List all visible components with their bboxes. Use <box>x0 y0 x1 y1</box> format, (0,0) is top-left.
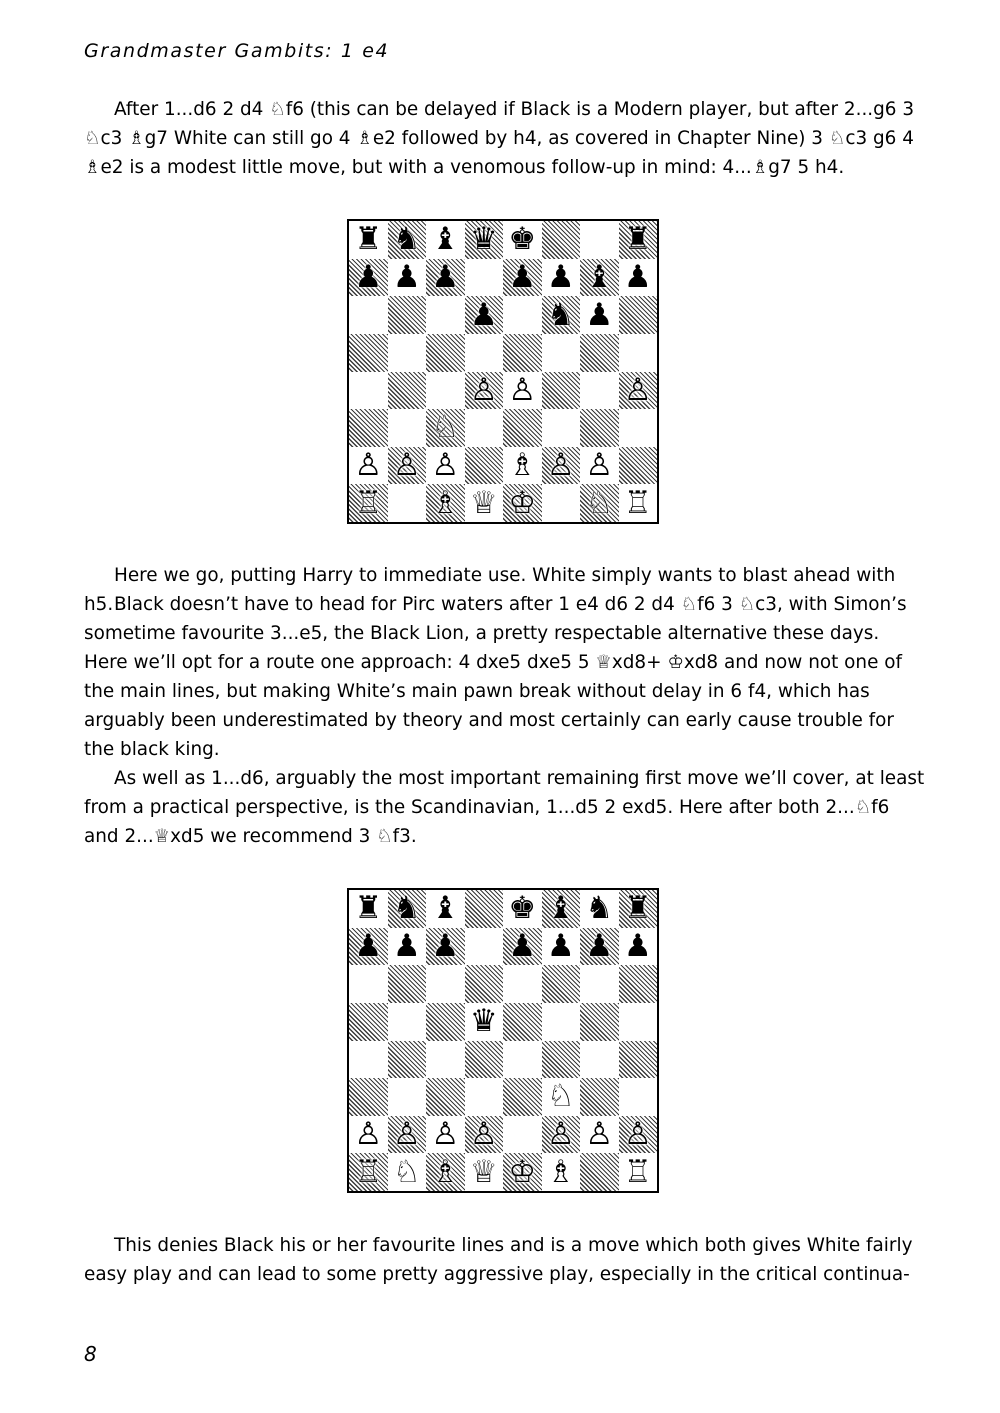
page-number: 8 <box>84 1342 97 1366</box>
square-g5 <box>580 1003 619 1041</box>
black-pawn-icon: ♟ <box>623 927 652 964</box>
square-f6 <box>542 965 581 1003</box>
square-c1 <box>426 484 465 522</box>
square-b6 <box>388 965 427 1003</box>
square-g2 <box>580 1116 619 1154</box>
square-g6 <box>580 965 619 1003</box>
square-g4 <box>580 1041 619 1079</box>
square-b8 <box>388 890 427 928</box>
square-a2 <box>349 447 388 485</box>
square-a6 <box>349 296 388 334</box>
square-f2 <box>542 1116 581 1154</box>
square-e5 <box>503 1003 542 1041</box>
white-rook-icon: ♖ <box>354 1153 383 1190</box>
black-bishop-icon: ♝ <box>431 890 460 927</box>
black-bishop-icon: ♝ <box>431 221 460 258</box>
square-a8 <box>349 890 388 928</box>
black-king-icon: ♚ <box>508 890 537 927</box>
white-king-icon: ♔ <box>508 484 537 521</box>
square-e6 <box>503 296 542 334</box>
black-king-icon: ♚ <box>508 221 537 258</box>
square-f1 <box>542 1153 581 1191</box>
black-queen-icon: ♛ <box>469 1003 498 1040</box>
black-knight-icon: ♞ <box>392 221 421 258</box>
square-a5 <box>349 334 388 372</box>
square-e1 <box>503 484 542 522</box>
square-d1 <box>465 484 504 522</box>
black-rook-icon: ♜ <box>623 221 652 258</box>
paragraph-2: Here we go, putting Harry to immediate use. White simply wants to blast ahead with h5. <box>84 565 896 615</box>
paragraph-5: This denies Black his or her favourite lines and is a move which both gives White fairly easy play and can lead to some pretty aggressive play, especially in the critical continua- <box>84 1235 913 1285</box>
white-pawn-icon: ♙ <box>508 371 537 408</box>
square-a7 <box>349 259 388 297</box>
square-d3 <box>465 1078 504 1116</box>
square-e3 <box>503 409 542 447</box>
black-pawn-icon: ♟ <box>392 927 421 964</box>
square-f3 <box>542 1078 581 1116</box>
square-g3 <box>580 409 619 447</box>
square-h3 <box>619 1078 658 1116</box>
white-pawn-icon: ♙ <box>546 447 575 484</box>
square-e4 <box>503 1041 542 1079</box>
square-b3 <box>388 409 427 447</box>
square-h1 <box>619 1153 658 1191</box>
white-bishop-icon: ♗ <box>431 1153 460 1190</box>
black-knight-icon: ♞ <box>585 890 614 927</box>
square-b1 <box>388 1153 427 1191</box>
square-h5 <box>619 334 658 372</box>
black-knight-icon: ♞ <box>546 296 575 333</box>
square-h4 <box>619 372 658 410</box>
square-f8 <box>542 890 581 928</box>
square-h6 <box>619 965 658 1003</box>
square-a3 <box>349 1078 388 1116</box>
square-a7 <box>349 928 388 966</box>
black-pawn-icon: ♟ <box>623 258 652 295</box>
square-h2 <box>619 1116 658 1154</box>
square-g1 <box>580 1153 619 1191</box>
chess-diagram-2 <box>347 888 659 1193</box>
square-b3 <box>388 1078 427 1116</box>
white-pawn-icon: ♙ <box>623 1116 652 1153</box>
square-h8 <box>619 221 658 259</box>
square-f6 <box>542 296 581 334</box>
square-g3 <box>580 1078 619 1116</box>
black-pawn-icon: ♟ <box>585 927 614 964</box>
square-f7 <box>542 259 581 297</box>
square-h7 <box>619 259 658 297</box>
square-a5 <box>349 1003 388 1041</box>
square-e2 <box>503 447 542 485</box>
square-c5 <box>426 334 465 372</box>
white-pawn-icon: ♙ <box>469 1116 498 1153</box>
black-pawn-icon: ♟ <box>585 296 614 333</box>
paragraph-3: Black doesn’t have to head for Pirc waters after 1 e4 d6 2 d4 ♘f6 3 ♘c3, with Simon’s sometime favourite 3...e5, the Black Lion, a pretty respectable alternative these days. Here we’ll opt for a route one approach: 4 dxe5 dxe5 5 ♕xd8+ ♔xd8 and now not one of the main lines, but making White’s main pawn break without delay in 6 f4, which has arguably been underestimated by theory and most certainly can early cause trouble for the black king. <box>84 594 907 760</box>
square-h5 <box>619 1003 658 1041</box>
square-e8 <box>503 221 542 259</box>
square-h3 <box>619 409 658 447</box>
square-c7 <box>426 928 465 966</box>
square-h7 <box>619 928 658 966</box>
square-d2 <box>465 447 504 485</box>
running-head: Grandmaster Gambits: 1 e4 <box>84 40 390 62</box>
white-pawn-icon: ♙ <box>392 447 421 484</box>
square-d8 <box>465 221 504 259</box>
square-b2 <box>388 447 427 485</box>
square-b7 <box>388 259 427 297</box>
square-c2 <box>426 1116 465 1154</box>
black-knight-icon: ♞ <box>392 890 421 927</box>
white-bishop-icon: ♗ <box>546 1153 575 1190</box>
black-pawn-icon: ♟ <box>469 296 498 333</box>
white-pawn-icon: ♙ <box>431 1116 460 1153</box>
black-bishop-icon: ♝ <box>585 258 614 295</box>
white-pawn-icon: ♙ <box>623 371 652 408</box>
square-b7 <box>388 928 427 966</box>
square-b4 <box>388 1041 427 1079</box>
square-b1 <box>388 484 427 522</box>
square-d6 <box>465 296 504 334</box>
white-king-icon: ♔ <box>508 1153 537 1190</box>
white-knight-icon: ♘ <box>431 409 460 446</box>
square-a4 <box>349 372 388 410</box>
black-pawn-icon: ♟ <box>392 258 421 295</box>
black-pawn-icon: ♟ <box>431 927 460 964</box>
square-c6 <box>426 965 465 1003</box>
square-d5 <box>465 334 504 372</box>
square-b6 <box>388 296 427 334</box>
square-b2 <box>388 1116 427 1154</box>
square-g7 <box>580 259 619 297</box>
square-d3 <box>465 409 504 447</box>
square-d1 <box>465 1153 504 1191</box>
square-g8 <box>580 221 619 259</box>
black-pawn-icon: ♟ <box>546 927 575 964</box>
white-pawn-icon: ♙ <box>392 1116 421 1153</box>
black-rook-icon: ♜ <box>354 890 383 927</box>
square-a1 <box>349 484 388 522</box>
square-c5 <box>426 1003 465 1041</box>
white-rook-icon: ♖ <box>354 484 383 521</box>
paragraph-1: After 1...d6 2 d4 ♘f6 (this can be delayed if Black is a Modern player, but after 2...g6 3 ♘c3 ♗g7 White can still go 4 ♗e2 followed by h4, as covered in Chapter Nine) 3 ♘c3 g6 4 ♗e2 is a modest little move, but with a venomous follow-up in mind: 4...♗g7 5 h4. <box>84 99 915 178</box>
square-d5 <box>465 1003 504 1041</box>
square-f5 <box>542 1003 581 1041</box>
white-pawn-icon: ♙ <box>546 1116 575 1153</box>
square-e2 <box>503 1116 542 1154</box>
square-e7 <box>503 928 542 966</box>
square-e1 <box>503 1153 542 1191</box>
white-bishop-icon: ♗ <box>431 484 460 521</box>
square-d7 <box>465 928 504 966</box>
square-g2 <box>580 447 619 485</box>
black-pawn-icon: ♟ <box>508 927 537 964</box>
square-f2 <box>542 447 581 485</box>
square-f4 <box>542 372 581 410</box>
black-pawn-icon: ♟ <box>354 927 383 964</box>
square-d2 <box>465 1116 504 1154</box>
white-bishop-icon: ♗ <box>508 447 537 484</box>
white-pawn-icon: ♙ <box>354 447 383 484</box>
square-a3 <box>349 409 388 447</box>
square-e4 <box>503 372 542 410</box>
square-d4 <box>465 372 504 410</box>
white-pawn-icon: ♙ <box>469 371 498 408</box>
square-f7 <box>542 928 581 966</box>
square-e5 <box>503 334 542 372</box>
square-c8 <box>426 221 465 259</box>
square-b5 <box>388 334 427 372</box>
square-d7 <box>465 259 504 297</box>
black-bishop-icon: ♝ <box>546 890 575 927</box>
square-f8 <box>542 221 581 259</box>
square-d4 <box>465 1041 504 1079</box>
square-c2 <box>426 447 465 485</box>
white-knight-icon: ♘ <box>546 1078 575 1115</box>
white-knight-icon: ♘ <box>392 1153 421 1190</box>
black-pawn-icon: ♟ <box>546 258 575 295</box>
white-queen-icon: ♕ <box>469 1153 498 1190</box>
black-pawn-icon: ♟ <box>431 258 460 295</box>
square-c7 <box>426 259 465 297</box>
white-knight-icon: ♘ <box>585 484 614 521</box>
white-rook-icon: ♖ <box>623 484 652 521</box>
black-pawn-icon: ♟ <box>508 258 537 295</box>
square-c3 <box>426 1078 465 1116</box>
square-g4 <box>580 372 619 410</box>
square-f4 <box>542 1041 581 1079</box>
square-h2 <box>619 447 658 485</box>
square-d6 <box>465 965 504 1003</box>
square-c1 <box>426 1153 465 1191</box>
square-g6 <box>580 296 619 334</box>
square-b8 <box>388 221 427 259</box>
square-c8 <box>426 890 465 928</box>
square-g5 <box>580 334 619 372</box>
square-c3 <box>426 409 465 447</box>
black-rook-icon: ♜ <box>623 890 652 927</box>
square-a6 <box>349 965 388 1003</box>
white-pawn-icon: ♙ <box>585 447 614 484</box>
black-rook-icon: ♜ <box>354 221 383 258</box>
square-b5 <box>388 1003 427 1041</box>
square-e8 <box>503 890 542 928</box>
square-e7 <box>503 259 542 297</box>
square-h8 <box>619 890 658 928</box>
square-e6 <box>503 965 542 1003</box>
white-pawn-icon: ♙ <box>431 447 460 484</box>
square-h6 <box>619 296 658 334</box>
white-pawn-icon: ♙ <box>354 1116 383 1153</box>
square-f1 <box>542 484 581 522</box>
square-c4 <box>426 1041 465 1079</box>
white-rook-icon: ♖ <box>623 1153 652 1190</box>
square-g8 <box>580 890 619 928</box>
square-a2 <box>349 1116 388 1154</box>
chess-diagram-1 <box>347 219 659 524</box>
black-queen-icon: ♛ <box>469 221 498 258</box>
square-d8 <box>465 890 504 928</box>
white-queen-icon: ♕ <box>469 484 498 521</box>
white-pawn-icon: ♙ <box>585 1116 614 1153</box>
square-g1 <box>580 484 619 522</box>
square-g7 <box>580 928 619 966</box>
square-f5 <box>542 334 581 372</box>
square-c4 <box>426 372 465 410</box>
square-a1 <box>349 1153 388 1191</box>
square-b4 <box>388 372 427 410</box>
square-c6 <box>426 296 465 334</box>
square-a8 <box>349 221 388 259</box>
paragraph-4: As well as 1...d6, arguably the most important remaining first move we’ll cover, at least from a practical perspective, is the Scandinavian, 1...d5 2 exd5. Here after both 2...♘f6 and 2...♕xd5 we recommend 3 ♘f3. <box>84 768 925 847</box>
square-h1 <box>619 484 658 522</box>
square-e3 <box>503 1078 542 1116</box>
square-a4 <box>349 1041 388 1079</box>
black-pawn-icon: ♟ <box>354 258 383 295</box>
square-h4 <box>619 1041 658 1079</box>
square-f3 <box>542 409 581 447</box>
